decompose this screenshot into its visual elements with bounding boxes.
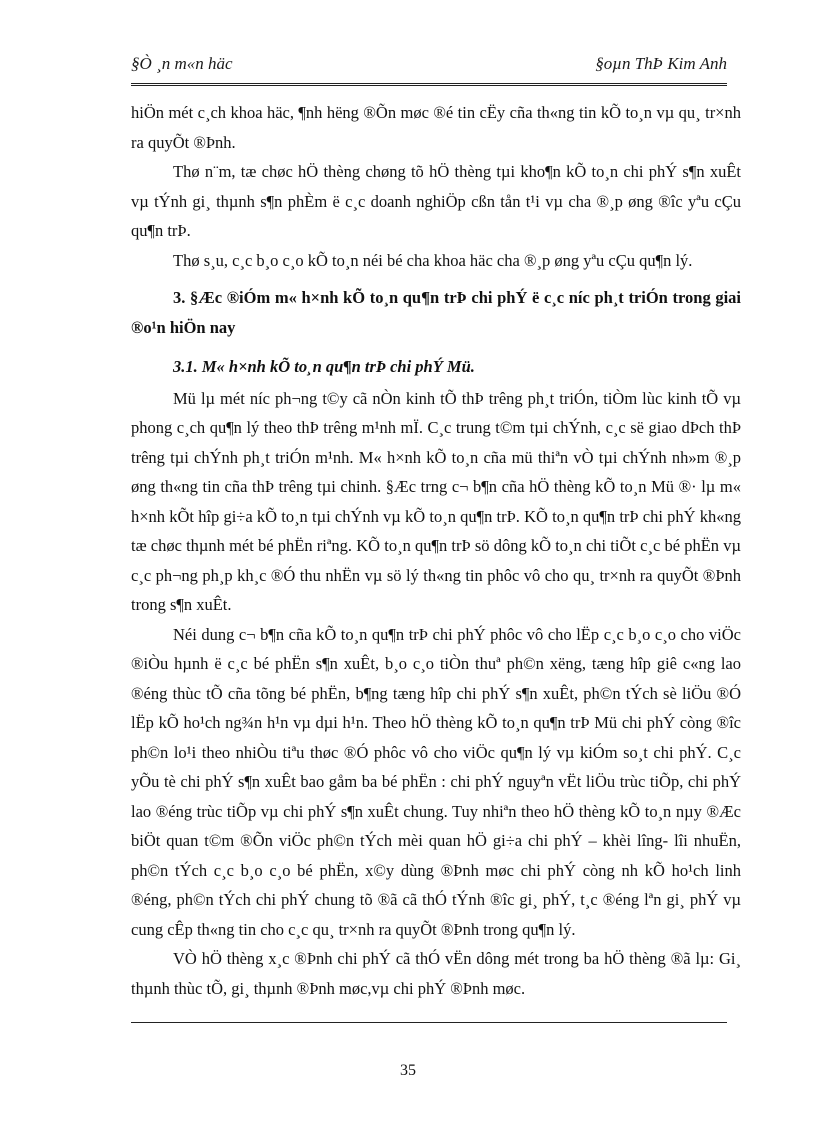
paragraph: hiÖn mét c¸ch khoa häc, ¶nh hëng ®Õn møc ®é tin cËy cña th«ng tin kÕ to¸n vµ qu¸ tr×nh ra quyÕt ®Þnh. xyxy=(131,103,741,152)
paragraph: Néi dung c¬ b¶n cña kÕ to¸n qu¶n trÞ chi phÝ phôc vô cho lËp c¸c b¸o c¸o cho viÖc ®iÒu hµnh ë c¸c bé phËn s¶n xuÊt, b¸o c¸o tiÒn thuª ph©n xëng, tæng hîp giê c«ng lao ®éng thùc tÕ cña tõng bé phËn, b¶ng tæng hîp chi phÝ s¶n xuÊt, ph©n tÝch sè liÖu ®Ó lËp kÕ ho¹ch ng¾n h¹n vµ dµi h¹n. Theo hÖ thèng kÕ to¸n qu¶n trÞ Mü chi phÝ còng ®îc ph©n lo¹i theo nhiÒu tiªu thøc ®Ó phôc vô cho viÖc qu¶n lý vµ kiÓm so¸t chi phÝ. C¸c yÕu tè chi phÝ s¶n xuÊt bao gåm ba bé phËn : chi phÝ nguyªn vËt liÖu trùc tiÕp, chi phÝ lao ®éng trùc tiÕp vµ chi phÝ s¶n xuÊt chung. Tuy nhiªn theo hÖ thèng kÕ to¸n nµy ®Æc biÖt quan t©m ®Õn viÖc ph©n tÝch mèi quan hÖ gi÷a chi phÝ – khèi lîng- lîi nhuËn, ph©n tÝch c¸c b¸o c¸o bé phËn, x©y dùng ®Þnh møc chi phÝ còng nh kÕ ho¹ch linh ®éng, ph©n tÝch chi phÝ chung tõ ®ã cã thÓ tÝnh ®îc gi¸ phÝ, t¸c ®éng lªn gi¸ phÝ vµ cung cÊp th«ng tin cho c¸c qu¸ tr×nh ra quyÕt ®Þnh trong qu¶n lý. xyxy=(131,624,741,939)
page-body xyxy=(131,98,741,1003)
header-author-name: §oµn ThÞ Kim Anh xyxy=(595,54,727,73)
paragraph: Thø s¸u, c¸c b¸o c¸o kÕ to¸n néi bé cha khoa häc cha ®¸p øng yªu cÇu qu¶n lý. xyxy=(173,250,693,270)
paragraph: VÒ hÖ thèng x¸c ®Þnh chi phÝ cã thÓ vËn dông mét trong ba hÖ thèng ®ã lµ: Gi¸ thµnh thùc tÕ, gi¸ thµnh ®Þnh møc,vµ chi phÝ ®Þnh møc. xyxy=(131,949,741,998)
header-course-title: §Ò ¸n m«n häc xyxy=(131,54,233,73)
header-rule xyxy=(131,83,727,87)
footer-rule xyxy=(131,1022,727,1023)
section-heading: 3. §Æc ®iÓm m« h×nh kÕ to¸n qu¶n trÞ chi phÝ ë c¸c níc ph¸t triÓn trong giai ®o¹n hiÖn nay xyxy=(131,288,741,337)
paragraph: Thø n¨m, tæ chøc hÖ thèng chøng tõ hÖ thèng tµi kho¶n kÕ to¸n chi phÝ s¶n xuÊt vµ tÝnh gi¸ thµnh s¶n phÈm ë c¸c doanh nghiÖp cßn tån t¹i vµ cha ®¸p øng ®îc yªu cÇu qu¶n trÞ. xyxy=(131,162,741,240)
subsection-heading: 3.1. M« h×nh kÕ to¸n qu¶n trÞ chi phÝ Mü. xyxy=(173,357,475,376)
page-number: 35 xyxy=(400,1062,416,1079)
paragraph: Mü lµ mét níc ph¬ng t©y cã nÒn kinh tÕ thÞ trêng ph¸t triÓn, tiÒm lùc kinh tÕ vµ phong c¸ch qu¶n lý theo thÞ trêng m¹nh mÏ. C¸c trung t©m tµi chÝnh, c¸c së giao dÞch thÞ trêng tµi chÝnh ph¸t triÓn m¹nh. M« h×nh kÕ to¸n cña mü thiªn vÒ tµi chÝnh nh»m ®¸p øng th«ng tin cña thÞ trêng tµi chinh. §Æc trng c¬ b¶n cña hÖ thèng kÕ to¸n Mü ®· lµ m« h×nh kÕt hîp gi÷a kÕ to¸n tµi chÝnh vµ kÕ to¸n qu¶n trÞ. KÕ to¸n qu¶n trÞ chi phÝ kh«ng tæ chøc thµnh mét bé phËn riªng. KÕ to¸n qu¶n trÞ sö dông kÕ to¸n chi tiÕt c¸c bé phËn vµ c¸c ph¬ng ph¸p kh¸c ®Ó thu nhËn vµ sö lý th«ng tin phôc vô cho qu¸ tr×nh ra quyÕt ®Þnh trong s¶n xuÊt. xyxy=(131,388,741,614)
running-header xyxy=(131,54,727,78)
